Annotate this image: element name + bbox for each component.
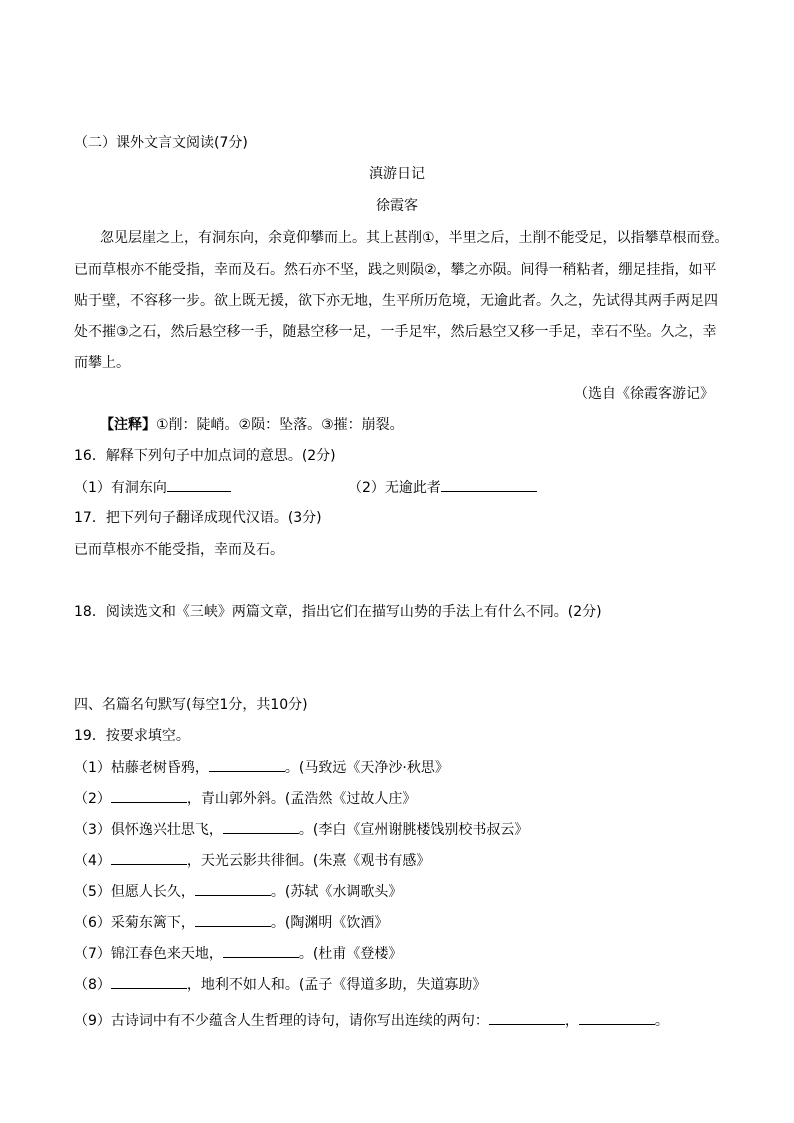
q19-item (74, 819, 528, 840)
q19-item (74, 757, 449, 778)
answer-blank[interactable] (209, 757, 285, 772)
q19-item-pre: （4） (74, 853, 111, 869)
answer-blank[interactable] (223, 819, 299, 834)
q19-item-post: ，青山郭外斜。(孟浩然《过故人庄》 (186, 791, 417, 807)
q16-item-2 (348, 477, 537, 498)
question-16: 16．解释下列句子中加点词的意思。(2分) (74, 448, 336, 464)
q19-item-9-pre: （9）古诗词中有不少蕴含人生哲理的诗句，请你写出连续的两句： (74, 1013, 489, 1029)
answer-blank[interactable] (489, 1010, 565, 1025)
q19-item (74, 788, 416, 809)
q19-item-post: 。(杜甫《登楼》 (298, 946, 403, 962)
passage-title: 滇游日记 (369, 166, 425, 182)
q16-item-2-text: （2）无逾此者 (348, 480, 441, 496)
answer-blank[interactable] (223, 943, 299, 958)
passage-line: 忽见层崖之上，有洞东向，余竟仰攀而上。其上甚削①，半里之后，土削不能受足，以指攀草根而登。 (100, 230, 729, 246)
q19-item-pre: （6）采菊东篱下， (74, 915, 195, 931)
q19-item (74, 881, 402, 902)
q19-item-post: ，地利不如人和。(孟子《得道多助，失道寡助》 (186, 977, 487, 993)
question-17: 17．把下列句子翻译成现代汉语。(3分) (74, 510, 322, 526)
passage-source: （选自《徐霞客游记》 (574, 386, 714, 402)
notes-label: 【注释】 (100, 417, 156, 433)
question-19: 19．按要求填空。 (74, 728, 190, 744)
q19-item-post: 。(陶渊明《饮酒》 (270, 915, 389, 931)
q16-item-1 (74, 477, 231, 498)
answer-blank[interactable] (195, 912, 271, 927)
q19-item (74, 974, 486, 995)
answer-blank[interactable] (579, 1010, 655, 1025)
q19-item-pre: （7）锦江春色来天地， (74, 946, 223, 962)
notes-text: ①削：陡峭。②陨：坠落。③摧：崩裂。 (156, 417, 404, 433)
q19-item-post: 。(李白《宣州谢朓楼饯别校书叔云》 (298, 822, 529, 838)
q19-item-post: ，天光云影共徘徊。(朱熹《观书有感》 (186, 853, 431, 869)
q19-item-pre: （3）俱怀逸兴壮思飞， (74, 822, 223, 838)
q19-item-pre: （1）枯藤老树昏鸦， (74, 760, 209, 776)
q19-item-9 (74, 1010, 669, 1031)
passage-line: 而攀上。 (74, 355, 130, 371)
passage-author: 徐霞客 (376, 198, 418, 214)
answer-blank[interactable] (441, 477, 537, 492)
passage-line: 贴于壁，不容移一步。欲上既无援，欲下亦无地，生平所历危境，无逾此者。久之，先试得其两手两足四 (74, 293, 718, 309)
question-18: 18．阅读选文和《三峡》两篇文章，指出它们在描写山势的手法上有什么不同。(2分) (74, 604, 602, 620)
q19-item-pre: （5）但愿人长久， (74, 884, 195, 900)
answer-blank[interactable] (111, 788, 187, 803)
passage-line: 已而草根亦不能受指，幸而及石。然石亦不坚，践之则陨②，攀之亦陨。间得一稍粘者，绷足挂指，如平 (74, 262, 717, 278)
passage-line: 处不摧③之石，然后悬空移一手，随悬空移一足，一手足牢，然后悬空又移一手足，幸石不坠。久之，幸 (74, 324, 717, 340)
answer-blank[interactable] (195, 881, 271, 896)
answer-blank[interactable] (111, 974, 187, 989)
q19-item (74, 912, 388, 933)
q19-item-9-post: 。 (654, 1013, 669, 1029)
q19-item-9-mid: ， (564, 1013, 579, 1029)
passage-notes (100, 415, 404, 435)
q17-sentence: 已而草根亦不能受指，幸而及石。 (74, 542, 284, 558)
q19-item-post: 。(苏轼《水调歌头》 (270, 884, 403, 900)
q19-item-pre: （8） (74, 977, 111, 993)
q19-item (74, 943, 402, 964)
q19-item-post: 。(马致远《天净沙·秋思》 (284, 760, 449, 776)
q16-item-1-text: （1）有洞东向 (74, 480, 167, 496)
q19-item (74, 850, 430, 871)
q19-item-pre: （2） (74, 791, 111, 807)
answer-blank[interactable] (167, 477, 231, 492)
section-heading: （二）课外文言文阅读(7分) (74, 135, 248, 151)
section-heading: 四、名篇名句默写(每空1分，共10分) (74, 697, 308, 713)
answer-blank[interactable] (111, 850, 187, 865)
